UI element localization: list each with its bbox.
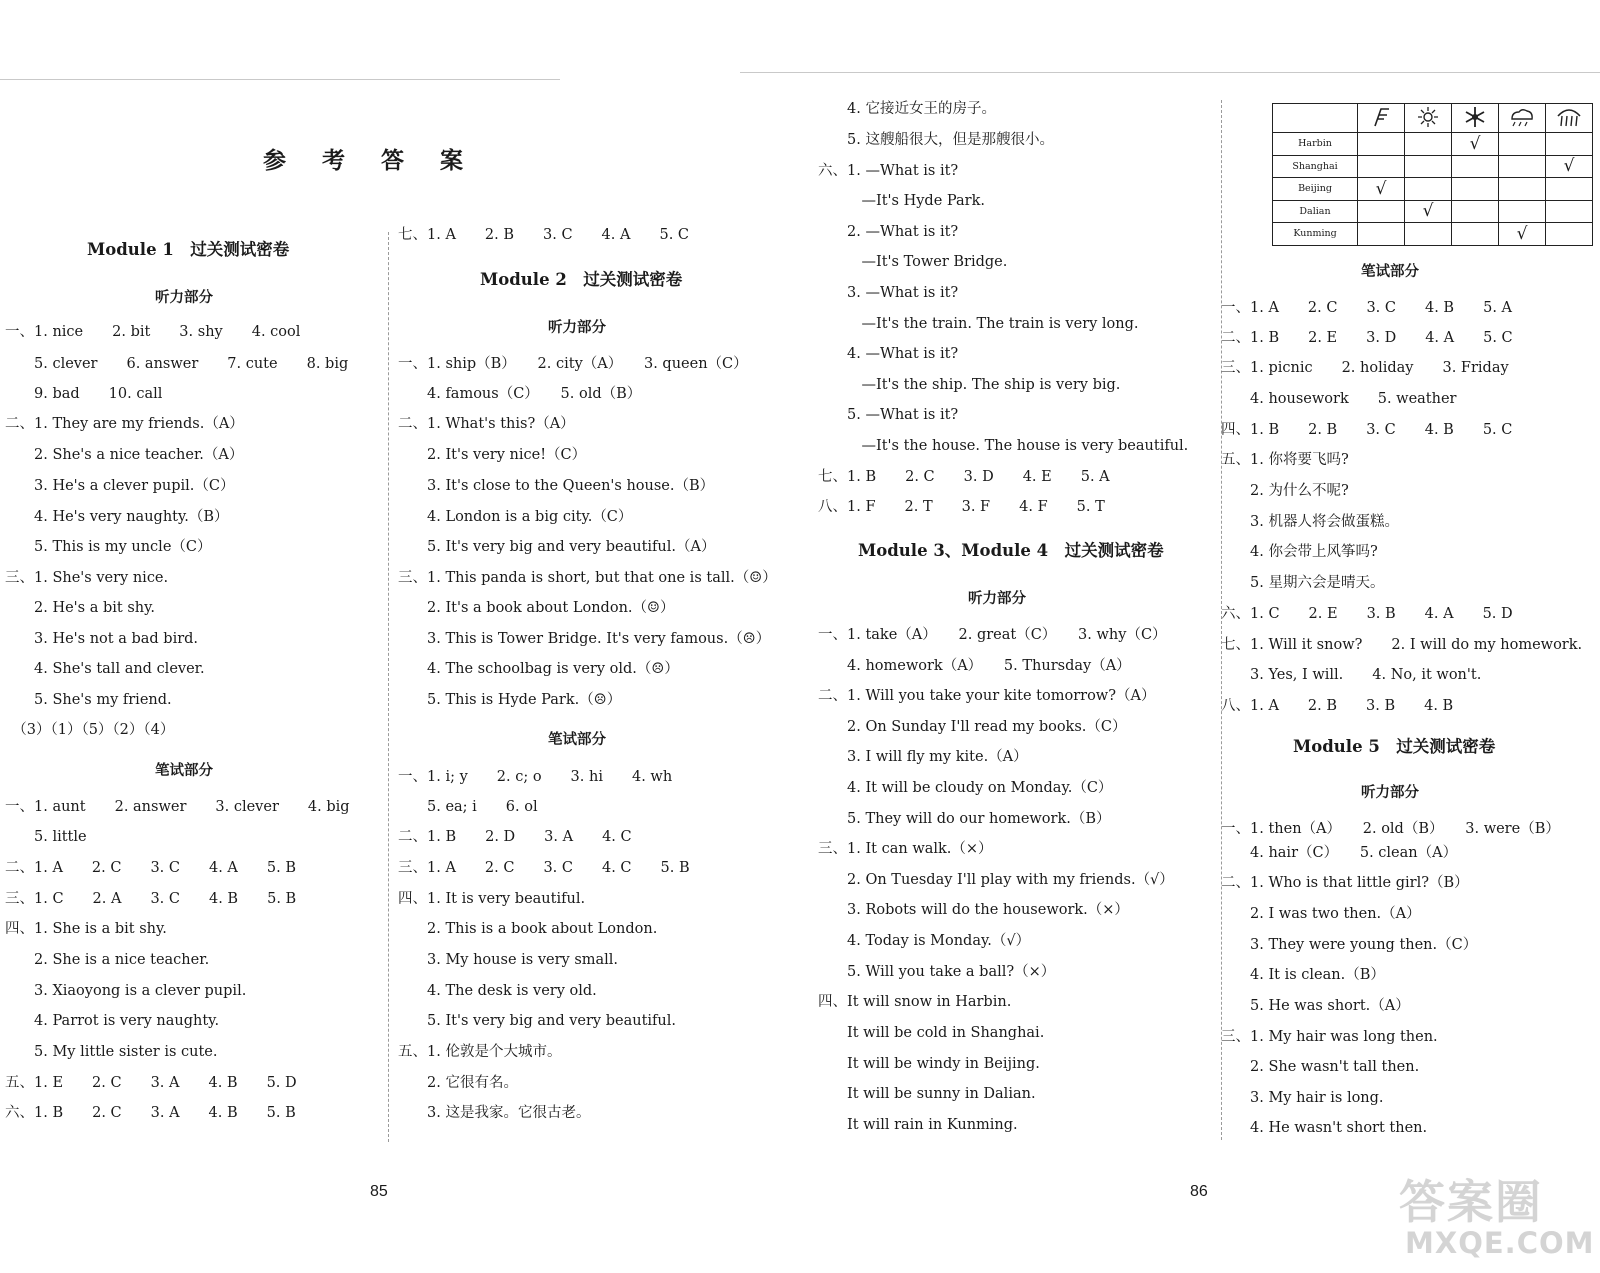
answer-line: 二、1. A 2. C 3. C 4. A 5. B [5,860,297,876]
answer-line: 3. My house is very small. [398,952,619,968]
answer-line: —It's the train. The train is very long. [818,316,1139,332]
weather-table [1272,103,1593,246]
answer-line: 七、1. B 2. C 3. D 4. E 5. A [818,469,1110,485]
weather-mark: √ [1358,178,1405,201]
page-number-left: 85 [370,1183,388,1200]
answer-line: 5. 星期六会是晴天。 [1221,575,1385,591]
answer-line: 5. ea; i 6. ol [398,799,538,815]
answer-line: 二、1. Will you take your kite tomorrow?（A） [818,688,1156,704]
answer-line: 一、1. ship（B） 2. city（A） 3. queen（C） [398,356,748,372]
answer-line: 一、1. i; y 2. c; o 3. hi 4. wh [398,769,673,785]
answer-line: 四、It will snow in Harbin. [818,994,1012,1010]
answer-line: 5. little [5,829,87,845]
weather-mark [1452,178,1499,201]
weather-mark [1358,155,1405,178]
answer-line: 三、1. picnic 2. holiday 3. Friday [1221,360,1509,376]
answer-line: 3. 这是我家。它很古老。 [398,1105,591,1121]
answer-line: 4. The schoolbag is very old.（☹） [398,661,679,677]
section-heading: 听力部分 [1361,784,1419,801]
watermark-text-bottom: MXQE.COM [1405,1226,1595,1260]
answer-line: 2. —What is it? [818,224,959,240]
answer-line: 三、1. It can walk.（×） [818,841,993,857]
weather-mark [1358,223,1405,246]
weather-mark [1546,178,1593,201]
answer-line: —It's Hyde Park. [818,193,985,209]
module-heading: Module 2 过关测试密卷 [480,270,683,289]
weather-mark: √ [1452,133,1499,156]
answer-line: 七、1. A 2. B 3. C 4. A 5. C [398,227,690,243]
section-heading: 听力部分 [548,319,606,336]
answer-line: 二、1. What's this?（A） [398,416,575,432]
answer-line: 5. clever 6. answer 7. cute 8. big [5,356,349,372]
answer-line: 2. She's a nice teacher.（A） [5,447,244,463]
module-heading: Module 3、Module 4 过关测试密卷 [858,541,1164,560]
city-name: Harbin [1273,133,1358,156]
answer-line: 四、1. She is a bit shy. [5,921,167,937]
scan-line-right [740,72,1600,73]
answer-line: 2. On Tuesday I'll play with my friends.（√） [818,872,1174,888]
answer-line: 3. Yes, I will. 4. No, it won't. [1221,667,1482,683]
weather-row [1273,200,1593,223]
answer-line: 三、1. This panda is short, but that one is tall.（☺） [398,570,777,586]
weather-table-header [1273,104,1593,133]
answer-line: 4. —What is it? [818,346,959,362]
answer-line: 2. 为什么不呢? [1221,483,1349,499]
weather-mark [1358,133,1405,156]
answer-line: 5. 这艘船很大，但是那艘很小。 [818,132,1054,148]
answer-line: 3. Xiaoyong is a clever pupil. [5,983,247,999]
weather-row [1273,178,1593,201]
weather-mark [1499,200,1546,223]
answer-line: 5. This is Hyde Park.（☹） [398,692,622,708]
rain-icon [1546,104,1593,133]
answer-line: 4. He wasn't short then. [1221,1120,1428,1136]
answer-line: 4. famous（C） 5. old（B） [398,386,642,402]
answer-line: 5. They will do our homework.（B） [818,811,1111,827]
answer-line: —It's the house. The house is very beautiful. [818,438,1189,454]
answer-line: 5. It's very big and very beautiful.（A） [398,539,716,555]
answer-line: 4. homework（A） 5. Thursday（A） [818,658,1131,674]
answer-line: 4. He's very naughty.（B） [5,509,229,525]
weather-row [1273,223,1593,246]
city-name: Kunming [1273,223,1358,246]
answer-line: 2. It's very nice!（C） [398,447,587,463]
answer-line: 3. It's close to the Queen's house.（B） [398,478,715,494]
weather-mark [1452,223,1499,246]
weather-mark [1452,155,1499,178]
city-name: Shanghai [1273,155,1358,178]
answer-line: 二、1. B 2. D 3. A 4. C [398,829,632,845]
column-divider-left [388,232,389,1142]
answer-line: 三、1. My hair was long then. [1221,1029,1438,1045]
answer-line: 4. It will be cloudy on Monday.（C） [818,780,1113,796]
answer-line: It will be sunny in Dalian. [818,1086,1036,1102]
answer-line: 4. It is clean.（B） [1221,967,1385,983]
weather-mark [1546,223,1593,246]
answer-line: 六、1. B 2. C 3. A 4. B 5. B [5,1105,296,1121]
answer-line: 二、1. They are my friends.（A） [5,416,244,432]
answer-line: 4. She's tall and clever. [5,661,205,677]
section-heading: 笔试部分 [155,762,213,779]
answer-line: 四、1. It is very beautiful. [398,891,586,907]
weather-mark [1546,133,1593,156]
city-name: Beijing [1273,178,1358,201]
answer-line: 2. 它很有名。 [398,1075,518,1091]
weather-mark [1405,133,1452,156]
weather-mark [1405,155,1452,178]
page-title: 参 考 答 案 [262,148,478,174]
answer-line: 5. She's my friend. [5,692,172,708]
weather-mark [1546,200,1593,223]
answer-line: 五、1. 你将要飞吗? [1221,452,1349,468]
answer-line: —It's the ship. The ship is very big. [818,377,1121,393]
answer-line: 一、1. nice 2. bit 3. shy 4. cool [5,324,301,340]
answer-line: 4. hair（C） 5. clean（A） [1221,845,1458,861]
answer-line: 三、1. A 2. C 3. C 4. C 5. B [398,860,690,876]
answer-line: 五、1. 伦敦是个大城市。 [398,1044,562,1060]
answer-line: 2. He's a bit shy. [5,600,155,616]
answer-line: 4. Today is Monday.（√） [818,933,1031,949]
answer-line: 5. My little sister is cute. [5,1044,218,1060]
answer-line: 二、1. Who is that little girl?（B） [1221,875,1469,891]
sun-icon [1405,104,1452,133]
answer-line: 2. On Sunday I'll read my books.（C） [818,719,1127,735]
answer-line: 2. This is a book about London. [398,921,658,937]
answer-line: （3）（1）（5）（2）（4） [5,722,175,738]
answer-line: 4. London is a big city.（C） [398,509,633,525]
answer-line: 3. He's a clever pupil.（C） [5,478,235,494]
answer-line: 3. —What is it? [818,285,959,301]
weather-mark: √ [1499,223,1546,246]
answer-line: 六、1. —What is it? [818,163,959,179]
answer-line: 四、1. B 2. B 3. C 4. B 5. C [1221,422,1513,438]
weather-mark [1499,155,1546,178]
answer-line: 六、1. C 2. E 3. B 4. A 5. D [1221,606,1513,622]
section-heading: 听力部分 [155,289,213,306]
answer-line: 二、1. B 2. E 3. D 4. A 5. C [1221,330,1513,346]
corner-cell [1273,104,1358,133]
answer-line: It will be windy in Beijing. [818,1056,1040,1072]
weather-mark [1358,200,1405,223]
answer-line: 八、1. A 2. B 3. B 4. B [1221,698,1454,714]
answer-line: 5. Will you take a ball?（×） [818,964,1056,980]
weather-mark [1405,223,1452,246]
answer-line: 一、1. take（A） 2. great（C） 3. why（C） [818,627,1167,643]
answer-line: It will rain in Kunming. [818,1117,1018,1133]
answer-line: 5. He was short.（A） [1221,998,1410,1014]
answer-line: 2. I was two then.（A） [1221,906,1421,922]
answer-line: 三、1. She's very nice. [5,570,169,586]
answer-line: 2. It's a book about London.（☺） [398,600,675,616]
scan-line-left [0,79,560,80]
answer-line: 一、1. aunt 2. answer 3. clever 4. big [5,799,350,815]
answer-line: 3. 机器人将会做蛋糕。 [1221,514,1399,530]
snow-icon [1452,104,1499,133]
weather-mark [1452,200,1499,223]
answer-line: 4. housework 5. weather [1221,391,1457,407]
answer-line: 八、1. F 2. T 3. F 4. F 5. T [818,499,1105,515]
watermark-logo [1393,1166,1600,1273]
answer-line: 一、1. then（A） 2. old（B） 3. were（B） [1221,821,1560,837]
answer-line: 4. 你会带上风筝吗? [1221,544,1378,560]
answer-line: 4. Parrot is very naughty. [5,1013,220,1029]
page-number-right: 86 [1190,1183,1208,1200]
answer-line: 3. I will fly my kite.（A） [818,749,1028,765]
answer-line: 4. The desk is very old. [398,983,597,999]
answer-line: 3. My hair is long. [1221,1090,1384,1106]
answer-line: 七、1. Will it snow? 2. I will do my homework. [1221,637,1583,653]
weather-mark [1405,178,1452,201]
weather-mark: √ [1405,200,1452,223]
weather-row [1273,133,1593,156]
section-heading: 笔试部分 [548,731,606,748]
answer-line: 三、1. C 2. A 3. C 4. B 5. B [5,891,297,907]
city-name: Dalian [1273,200,1358,223]
answer-line: 3. This is Tower Bridge. It's very famous.（☹） [398,631,771,647]
answer-line: 五、1. E 2. C 3. A 4. B 5. D [5,1075,297,1091]
weather-row [1273,155,1593,178]
answer-line: 3. They were young then.（C） [1221,937,1478,953]
weather-mark [1499,133,1546,156]
answer-line: 3. Robots will do the housework.（×） [818,902,1129,918]
answer-line: 5. It's very big and very beautiful. [398,1013,676,1029]
answer-line: 2. She is a nice teacher. [5,952,210,968]
wind-icon [1358,104,1405,133]
module-heading: Module 5 过关测试密卷 [1293,737,1496,756]
answer-line: It will be cold in Shanghai. [818,1025,1045,1041]
answer-line: 9. bad 10. call [5,386,163,402]
answer-line: 一、1. A 2. C 3. C 4. B 5. A [1221,300,1513,316]
answer-line: 3. He's not a bad bird. [5,631,199,647]
cloud-icon [1499,104,1546,133]
answer-line: 5. —What is it? [818,407,959,423]
module-heading: Module 1 过关测试密卷 [87,240,290,259]
weather-mark [1499,178,1546,201]
section-heading: 听力部分 [968,590,1026,607]
answer-line: 2. She wasn't tall then. [1221,1059,1420,1075]
answer-line: —It's Tower Bridge. [818,254,1008,270]
weather-mark: √ [1546,155,1593,178]
answer-line: 4. 它接近女王的房子。 [818,101,996,117]
section-heading: 笔试部分 [1361,263,1419,280]
watermark-text-top: 答案圈 [1399,1175,1543,1229]
answer-line: 5. This is my uncle（C） [5,539,212,555]
